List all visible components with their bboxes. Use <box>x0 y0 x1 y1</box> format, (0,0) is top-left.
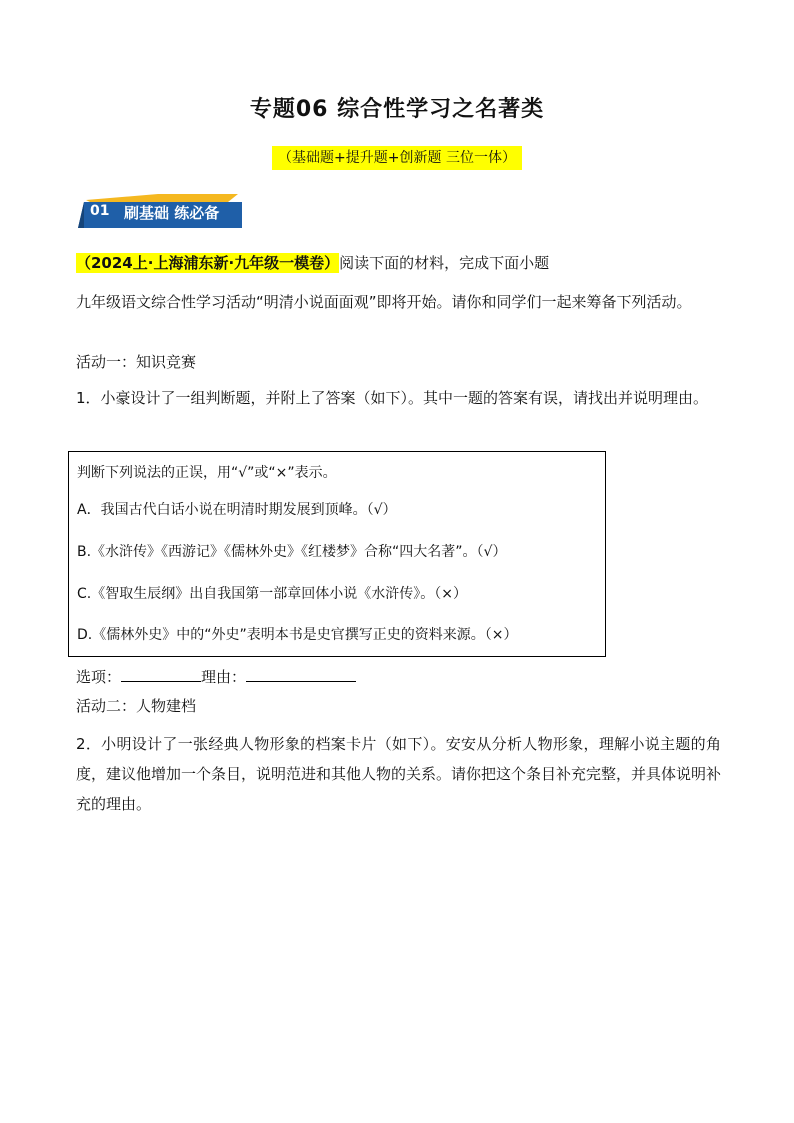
section-number: 01 <box>90 203 110 219</box>
page-subtitle: （基础题+提升题+创新题 三位一体） <box>272 146 522 170</box>
activity1-title: 活动一：知识竞赛 <box>76 353 197 371</box>
source-text: 阅读下面的材料，完成下面小题 <box>339 254 550 272</box>
judgement-box <box>68 451 606 657</box>
answer-line <box>76 662 721 692</box>
section-label: 刷基础 练必备 <box>124 204 220 222</box>
question-1: 1．小豪设计了一组判断题，并附上了答案（如下）。其中一题的答案有误，请找出并说明理由。 <box>76 389 709 407</box>
answer-reason-blank[interactable] <box>246 667 356 682</box>
judgement-item-b: B.《水浒传》《西游记》《儒林外史》《红楼梦》合称“四大名著”。（√） <box>77 544 507 560</box>
intro-paragraph: 九年级语文综合性学习活动“明清小说面面观”即将开始。请你和同学们一起来筹备下列活动。 <box>76 293 692 311</box>
question-2: 2．小明设计了一张经典人物形象的档案卡片（如下）。安安从分析人物形象，理解小说主题的角度，建议他增加一个条目，说明范进和其他人物的关系。请你把这个条目补充完整，并具体说明补充的理由。 <box>76 735 722 813</box>
answer-option-label: 选项： <box>76 668 122 686</box>
judgement-item-d: D.《儒林外史》中的“外史”表明本书是史官撰写正史的资料来源。（×） <box>77 627 518 643</box>
source-line <box>76 251 549 275</box>
source-tag: （2024上·上海浦东新·九年级一模卷） <box>76 254 340 272</box>
judgement-item-c: C.《智取生辰纲》出自我国第一部章回体小说《水浒传》。（×） <box>77 586 467 602</box>
section-badge <box>78 192 248 232</box>
page-title: 专题06 综合性学习之名著类 <box>249 97 545 122</box>
judgement-item-a: A．我国古代白话小说在明清时期发展到顶峰。（√） <box>77 502 397 518</box>
judgement-heading: 判断下列说法的正误，用“√”或“×”表示。 <box>77 465 337 481</box>
answer-option-blank[interactable] <box>121 667 201 682</box>
activity2-title: 活动二：人物建档 <box>76 697 197 715</box>
answer-reason-label: 理由： <box>201 668 247 686</box>
